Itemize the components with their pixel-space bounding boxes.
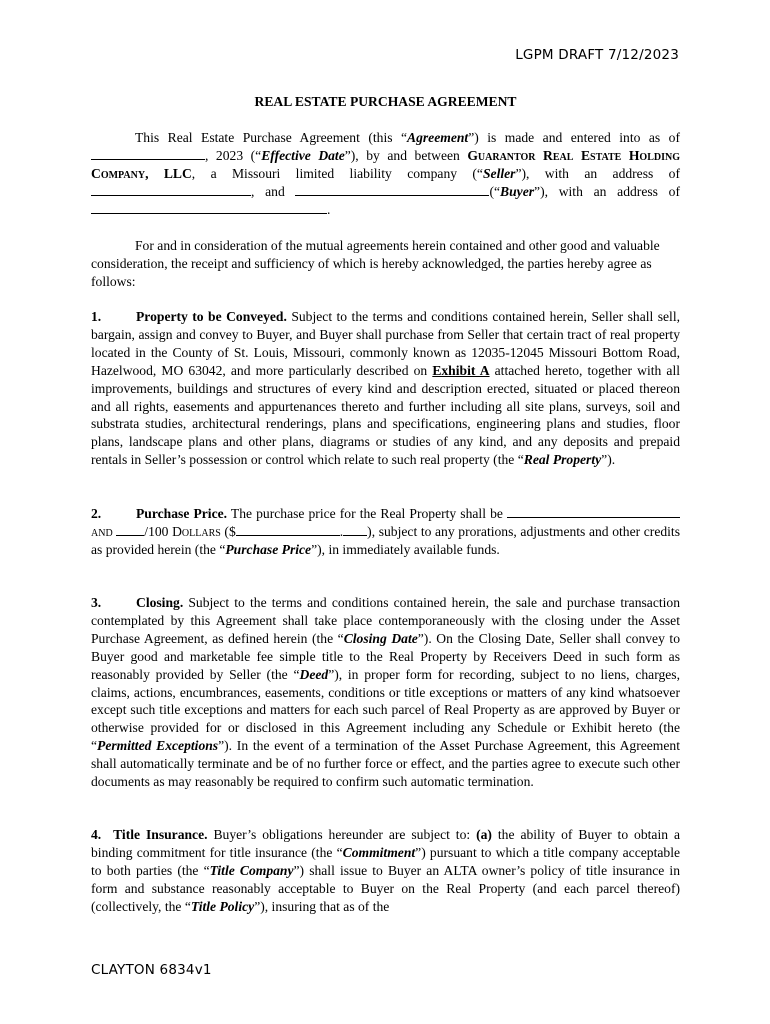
blank-price-cents[interactable]: [343, 524, 367, 536]
section-2-heading: Purchase Price.: [136, 506, 228, 521]
draft-label: LGPM DRAFT 7/12/2023: [515, 47, 679, 63]
document-title: REAL ESTATE PURCHASE AGREEMENT: [254, 94, 517, 109]
section-1-heading: Property to be Conveyed.: [136, 309, 287, 324]
blank-buyer-name[interactable]: [295, 184, 489, 196]
section-3-heading: Closing.: [136, 595, 184, 610]
intro-paragraph: This Real Estate Purchase Agreement (this “Agreement”) is made and entered into as of , 2023 (“Effective Date”), by and between Guarantor Real Estate Holding Company, LLC, a Missouri limited liability company (“Seller”), with an address of , and (“Buyer”), with an address of .: [91, 130, 680, 217]
section-3: 3. Closing. Subject to the terms and conditions contained herein, the sale and purchase transaction contemplated by this Agreement shall take place contemporaneously with the closing under the Asset Purchase Agreement, as defined herein (the “Closing Date”). On the Closing Date, Seller shall convey to Buyer good and marketable fee simple title to the Real Property by Receivers Deed in such form as reasonably provided by Seller (the “Deed”), in proper form for recording, subject to no liens, charges, claims, actions, encumbrances, easements, conditions or title exceptions or matters of any kind whatsoever except such title exceptions and matters for each such parcel of Real Property as are approved by Buyer or otherwise provided for or disclosed in this Agreement including any Schedule or Exhibit hereto (the “Permitted Exceptions”). In the event of a termination of the Asset Purchase Agreement, this Agreement shall automatically terminate and be of no further force or effect, and the parties agree to execute such other documents as may reasonably be required to confirm such automatic termination.: [91, 595, 681, 790]
blank-price-number[interactable]: [236, 524, 340, 536]
blank-seller-address[interactable]: [91, 184, 251, 196]
blank-buyer-address[interactable]: [91, 202, 327, 214]
section-2: 2. Purchase Price. The purchase price for the Real Property shall be and /100 Dollars ($ . ), subject to any prorations, adjustments and other credits as provided herein (the “Purchase Price”), in immediately available funds.: [91, 506, 680, 557]
exhibit-a-reference: Exhibit A: [432, 362, 490, 378]
section-1: 1. Property to be Conveyed. Subject to the terms and conditions contained herein, Seller shall sell, bargain, assign and convey to Buyer, and Buyer shall purchase from Seller that certain tract of real property located in the County of St. Louis, Missouri, commonly known as 12035-12045 Missouri Bottom Road, Hazelwood, MO 63042, and more particularly described on Exhibit A attached hereto, together with all improvements, buildings and structures of every kind and description erected, situated or placed thereon and all rights, easements and appurtenances thereto and further including all site plans, surveys, soil and substrata studies, architectural renderings, plans and specifications, engineering plans and studies, floor plans, landscape plans and other plans, diagrams or studies of any kind, and any deposits and prepaid rentals in Seller’s possession or control which relate to such real property (the “Real Property”).: [91, 309, 680, 468]
section-4-heading: Title Insurance.: [113, 827, 208, 842]
recital-paragraph: For and in consideration of the mutual agreements herein contained and other good and valuable consideration, the receipt and sufficiency of which is hereby acknowledged, the parties hereby agree as follows:: [91, 238, 660, 289]
section-4: 4. Title Insurance. Buyer’s obligations hereunder are subject to: (a) the ability of Buyer to obtain a binding commitment for title insurance (the “Commitment”) pursuant to which a title company acceptable to both parties (the “Title Company”) shall issue to Buyer an ALTA owner’s policy of title insurance in form and substance reasonably acceptable to Buyer on the Real Property (and each parcel thereof) (collectively, the “Title Policy”), insuring that as of the: [91, 827, 681, 914]
blank-date[interactable]: [91, 148, 205, 160]
blank-price-words[interactable]: [507, 506, 680, 518]
document-id-footer: CLAYTON 6834v1: [91, 962, 212, 978]
seller-name: Guarantor Real Estate Holding Company, LLC: [91, 147, 680, 181]
blank-cents[interactable]: [116, 524, 144, 536]
